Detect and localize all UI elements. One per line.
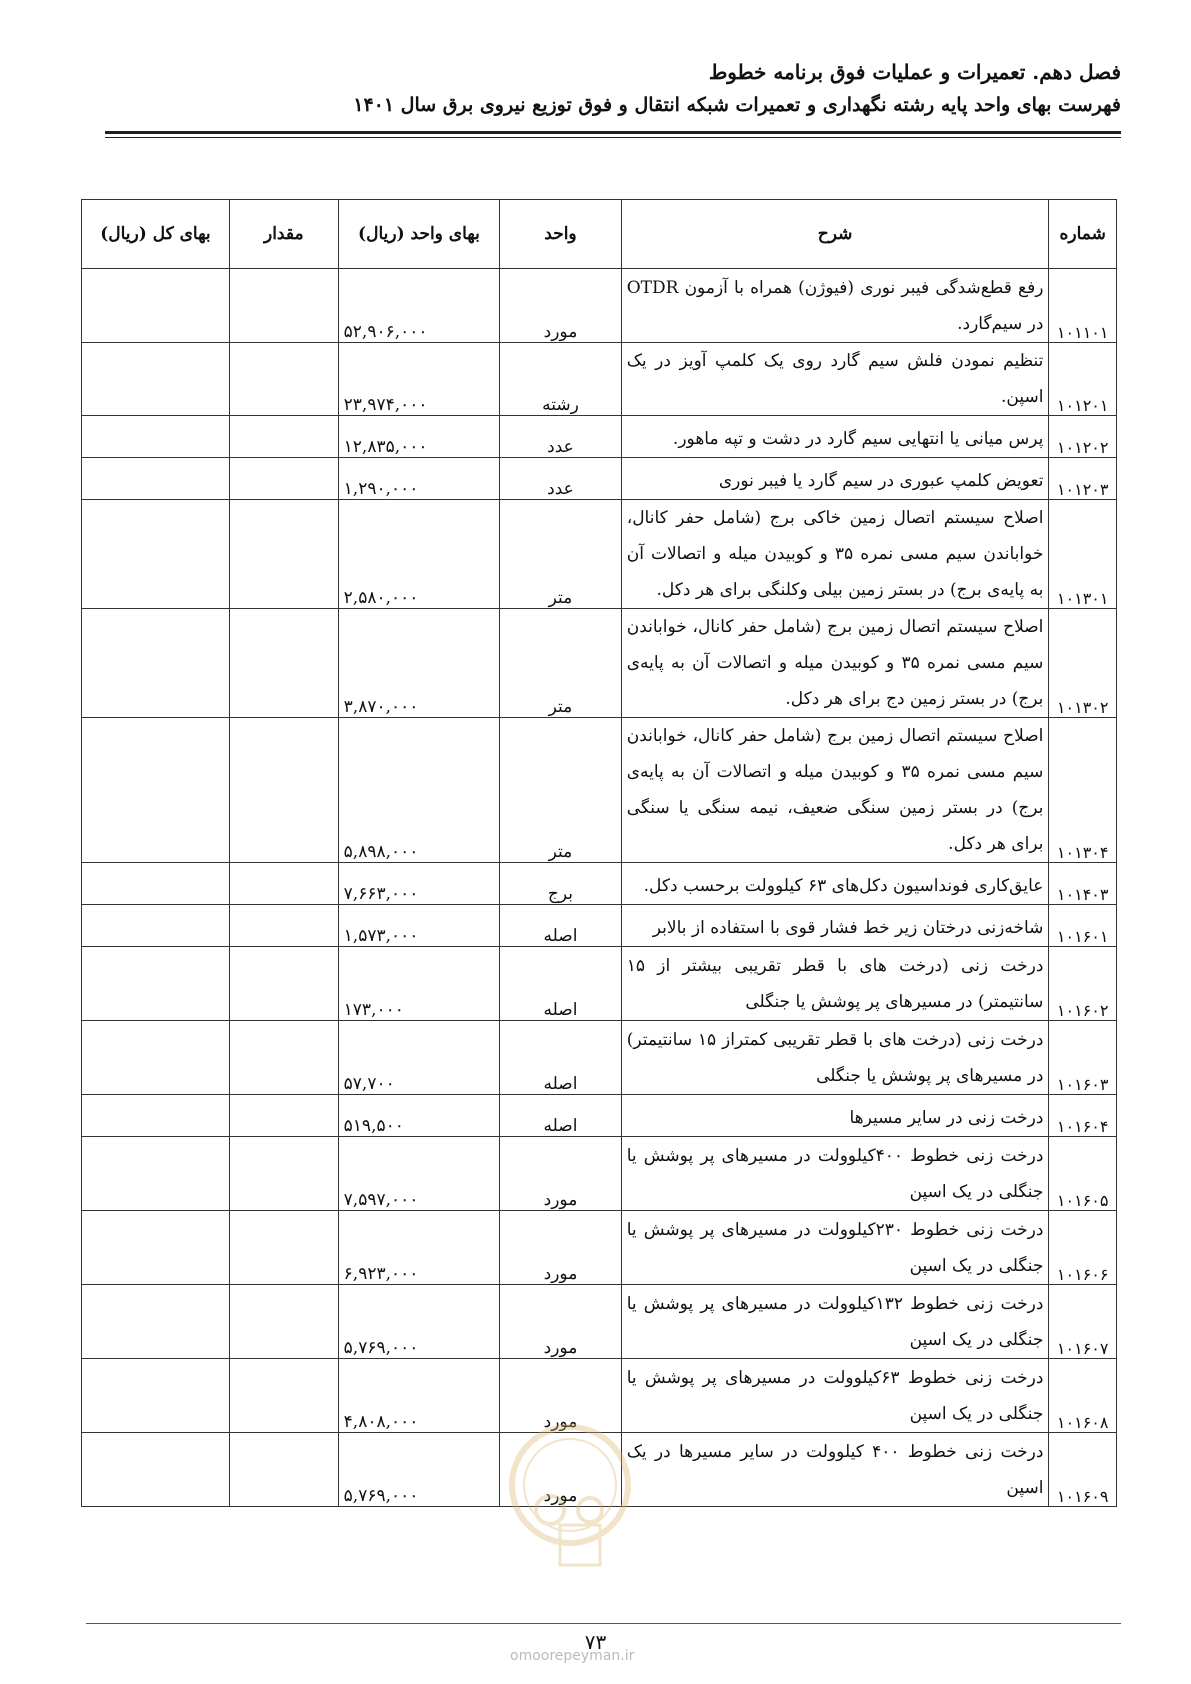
row-quantity <box>229 458 338 500</box>
header-total-price: بهای کل (ریال) <box>82 200 230 269</box>
row-number: ۱۰۱۶۰۳ <box>1049 1021 1117 1095</box>
price-list-table <box>81 199 1117 1507</box>
table-row <box>82 863 1117 905</box>
row-quantity <box>229 947 338 1021</box>
row-unit-price: ۴,۸۰۸,۰۰۰ <box>338 1359 500 1433</box>
table-row <box>82 1021 1117 1095</box>
table-row <box>82 416 1117 458</box>
table-row <box>82 905 1117 947</box>
row-number: ۱۰۱۶۰۷ <box>1049 1285 1117 1359</box>
header-rule-thin <box>105 137 1121 138</box>
row-total-price <box>82 343 230 416</box>
row-number: ۱۰۱۲۰۱ <box>1049 343 1117 416</box>
row-quantity <box>229 905 338 947</box>
header-unit-price: بهای واحد (ریال) <box>338 200 500 269</box>
row-unit-price: ۷,۵۹۷,۰۰۰ <box>338 1137 500 1211</box>
row-unit: مورد <box>500 1359 621 1433</box>
row-quantity <box>229 863 338 905</box>
row-unit-price: ۱۷۳,۰۰۰ <box>338 947 500 1021</box>
row-unit: عدد <box>500 458 621 500</box>
row-quantity <box>229 1285 338 1359</box>
document-subtitle: فهرست بهای واحد پایه رشته نگهداری و تعمیرات شبکه انتقال و فوق توزیع نیروی برق سال ۱۴۰۱ <box>353 94 1121 116</box>
row-unit-price: ۵۲,۹۰۶,۰۰۰ <box>338 269 500 343</box>
row-quantity <box>229 718 338 863</box>
row-unit: متر <box>500 609 621 718</box>
row-description: درخت زنی (درخت های با قطر تقریبی کمتراز ۱۵ سانتیمتر) در مسیرهای پر پوشش یا جنگلی <box>621 1021 1049 1095</box>
row-total-price <box>82 718 230 863</box>
row-description: درخت زنی خطوط ۴۰۰ کیلوولت در سایر مسیرها در یک اسپن <box>621 1433 1049 1507</box>
row-description: اصلاح سیستم اتصال زمین برج (شامل حفر کانال، خواباندن سیم مسی نمره ۳۵ و کوبیدن میله و اتصالات آن به پایه‌ی برج) در بستر زمین سنگی ضعیف، نیمه سنگی یا سنگی برای هر دکل. <box>621 718 1049 863</box>
row-number: ۱۰۱۳۰۲ <box>1049 609 1117 718</box>
row-total-price <box>82 1211 230 1285</box>
row-unit: برج <box>500 863 621 905</box>
row-unit-price: ۷,۶۶۳,۰۰۰ <box>338 863 500 905</box>
row-total-price <box>82 1021 230 1095</box>
row-unit: مورد <box>500 269 621 343</box>
row-number: ۱۰۱۲۰۲ <box>1049 416 1117 458</box>
row-unit: مورد <box>500 1137 621 1211</box>
row-description: درخت زنی خطوط ۶۳کیلوولت در مسیرهای پر پوشش یا جنگلی در یک اسپن <box>621 1359 1049 1433</box>
company-seal-watermark <box>505 1415 635 1575</box>
header-quantity: مقدار <box>229 200 338 269</box>
header-number: شماره <box>1049 200 1117 269</box>
row-quantity <box>229 1433 338 1507</box>
row-number: ۱۰۱۶۰۶ <box>1049 1211 1117 1285</box>
row-quantity <box>229 269 338 343</box>
row-quantity <box>229 1359 338 1433</box>
table-row <box>82 500 1117 609</box>
row-description: درخت زنی در سایر مسیرها <box>621 1095 1049 1137</box>
row-unit-price: ۲,۵۸۰,۰۰۰ <box>338 500 500 609</box>
row-total-price <box>82 500 230 609</box>
row-quantity <box>229 609 338 718</box>
row-number: ۱۰۱۶۰۲ <box>1049 947 1117 1021</box>
row-total-price <box>82 1359 230 1433</box>
row-number: ۱۰۱۴۰۳ <box>1049 863 1117 905</box>
row-unit-price: ۵۷,۷۰۰ <box>338 1021 500 1095</box>
row-unit-price: ۱,۵۷۳,۰۰۰ <box>338 905 500 947</box>
header-description: شرح <box>621 200 1049 269</box>
row-number: ۱۰۱۳۰۴ <box>1049 718 1117 863</box>
chapter-title: فصل دهم. تعمیرات و عملیات فوق برنامه خطوط <box>708 60 1121 84</box>
row-number: ۱۰۱۶۰۱ <box>1049 905 1117 947</box>
row-total-price <box>82 947 230 1021</box>
table-header-row <box>82 200 1117 269</box>
row-number: ۱۰۱۲۰۳ <box>1049 458 1117 500</box>
row-quantity <box>229 1137 338 1211</box>
row-unit: عدد <box>500 416 621 458</box>
row-unit: اصله <box>500 1021 621 1095</box>
row-unit-price: ۵,۷۶۹,۰۰۰ <box>338 1285 500 1359</box>
row-number: ۱۰۱۳۰۱ <box>1049 500 1117 609</box>
row-unit-price: ۶,۹۲۳,۰۰۰ <box>338 1211 500 1285</box>
row-unit-price: ۵,۷۶۹,۰۰۰ <box>338 1433 500 1507</box>
row-unit: متر <box>500 500 621 609</box>
row-unit: مورد <box>500 1285 621 1359</box>
table-row <box>82 947 1117 1021</box>
row-description: تعویض کلمپ عبوری در سیم گارد یا فیبر نوری <box>621 458 1049 500</box>
row-unit: رشته <box>500 343 621 416</box>
row-description: درخت زنی خطوط ۲۳۰کیلوولت در مسیرهای پر پوشش یا جنگلی در یک اسپن <box>621 1211 1049 1285</box>
row-total-price <box>82 905 230 947</box>
row-unit-price: ۳,۸۷۰,۰۰۰ <box>338 609 500 718</box>
table-row <box>82 458 1117 500</box>
row-description: درخت زنی خطوط ۴۰۰کیلوولت در مسیرهای پر پوشش یا جنگلی در یک اسپن <box>621 1137 1049 1211</box>
row-total-price <box>82 416 230 458</box>
row-unit-price: ۵,۸۹۸,۰۰۰ <box>338 718 500 863</box>
table-row <box>82 1211 1117 1285</box>
row-description: درخت زنی خطوط ۱۳۲کیلوولت در مسیرهای پر پوشش یا جنگلی در یک اسپن <box>621 1285 1049 1359</box>
row-unit: اصله <box>500 905 621 947</box>
row-quantity <box>229 343 338 416</box>
row-unit: مورد <box>500 1211 621 1285</box>
row-quantity <box>229 1211 338 1285</box>
row-description: پرس میانی یا انتهایی سیم گارد در دشت و تپه ماهور. <box>621 416 1049 458</box>
row-description: رفع قطع‌شدگی فیبر نوری (فیوژن) همراه با آزمون OTDR در سیم‌گارد. <box>621 269 1049 343</box>
table-row <box>82 718 1117 863</box>
row-number: ۱۰۱۶۰۵ <box>1049 1137 1117 1211</box>
row-total-price <box>82 609 230 718</box>
watermark-url: omoorepeyman.ir <box>510 1648 635 1664</box>
row-unit: متر <box>500 718 621 863</box>
row-total-price <box>82 1285 230 1359</box>
row-description: اصلاح سیستم اتصال زمین خاکی برج (شامل حفر کانال، خواباندن سیم مسی نمره ۳۵ و کوبیدن میله و اتصالات آن به پایه‌ی برج) در بستر زمین بیلی وکلنگی برای هر دکل. <box>621 500 1049 609</box>
header-rule-thick <box>105 131 1121 134</box>
row-quantity <box>229 1021 338 1095</box>
row-number: ۱۰۱۶۰۸ <box>1049 1359 1117 1433</box>
row-total-price <box>82 458 230 500</box>
row-number: ۱۰۱۶۰۹ <box>1049 1433 1117 1507</box>
row-total-price <box>82 1137 230 1211</box>
row-number: ۱۰۱۶۰۴ <box>1049 1095 1117 1137</box>
row-unit: مورد <box>500 1433 621 1507</box>
row-description: عایق‌کاری فونداسیون دکل‌های ۶۳ کیلوولت برحسب دکل. <box>621 863 1049 905</box>
row-description: تنظیم نمودن فلش سیم گارد روی یک کلمپ آویز در یک اسپن. <box>621 343 1049 416</box>
row-total-price <box>82 1433 230 1507</box>
table-row <box>82 1095 1117 1137</box>
footer-rule <box>86 1623 1121 1624</box>
row-total-price <box>82 269 230 343</box>
row-description: شاخه‌زنی درختان زیر خط فشار قوی با استفاده از بالابر <box>621 905 1049 947</box>
row-unit: اصله <box>500 947 621 1021</box>
row-description: درخت زنی (درخت های با قطر تقریبی بیشتر از ۱۵ سانتیمتر) در مسیرهای پر پوشش یا جنگلی <box>621 947 1049 1021</box>
page-header <box>71 55 1121 121</box>
row-unit-price: ۲۳,۹۷۴,۰۰۰ <box>338 343 500 416</box>
row-unit-price: ۱۲,۸۳۵,۰۰۰ <box>338 416 500 458</box>
table-row <box>82 1285 1117 1359</box>
row-unit-price: ۵۱۹,۵۰۰ <box>338 1095 500 1137</box>
row-number: ۱۰۱۱۰۱ <box>1049 269 1117 343</box>
row-quantity <box>229 416 338 458</box>
row-total-price <box>82 1095 230 1137</box>
row-quantity <box>229 1095 338 1137</box>
row-unit: اصله <box>500 1095 621 1137</box>
page-number: ۷۳ <box>584 1630 607 1654</box>
row-unit-price: ۱,۲۹۰,۰۰۰ <box>338 458 500 500</box>
header-unit: واحد <box>500 200 621 269</box>
row-total-price <box>82 863 230 905</box>
table-body <box>82 269 1117 1507</box>
table-row <box>82 609 1117 718</box>
row-description: اصلاح سیستم اتصال زمین برج (شامل حفر کانال، خواباندن سیم مسی نمره ۳۵ و کوبیدن میله و اتصالات آن به پایه‌ی برج) در بستر زمین دج برای هر دکل. <box>621 609 1049 718</box>
table-row <box>82 1137 1117 1211</box>
table-row <box>82 269 1117 343</box>
row-quantity <box>229 500 338 609</box>
table-row <box>82 343 1117 416</box>
